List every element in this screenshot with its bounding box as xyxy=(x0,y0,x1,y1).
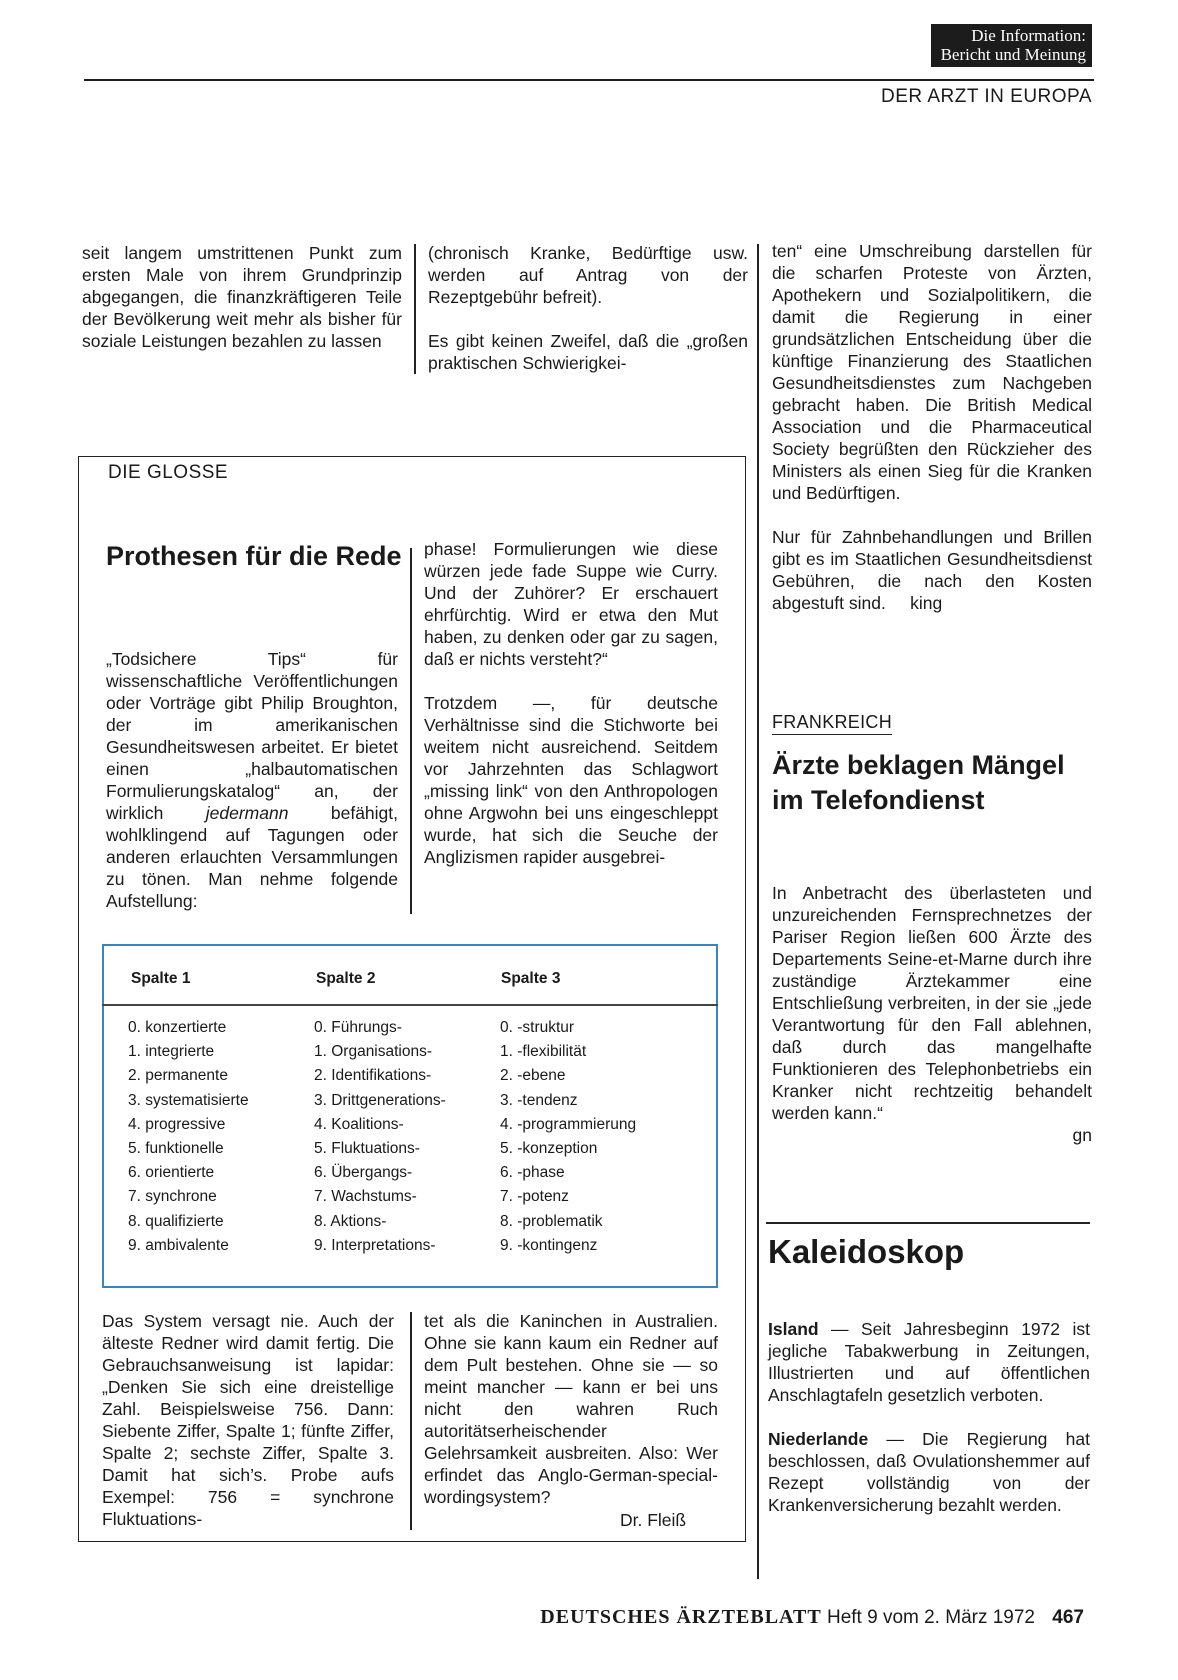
top-article-col2 xyxy=(428,242,748,374)
column-divider xyxy=(410,548,412,914)
header-rule xyxy=(84,79,1094,81)
table-cell: 8. -problematik xyxy=(500,1212,603,1230)
paragraph xyxy=(772,526,1092,614)
kaleidoskop-items xyxy=(768,1318,1090,1516)
badge-line-2: Bericht und Meinung xyxy=(940,45,1086,64)
glosse-intro xyxy=(106,648,398,912)
kaleidoskop-rule xyxy=(766,1222,1090,1224)
table-cell: 4. Koalitions- xyxy=(314,1115,404,1133)
issue-info: Heft 9 vom 2. März 1972 xyxy=(826,1607,1036,1628)
table-cell: 2. Identifikations- xyxy=(314,1067,432,1085)
frankreich-article xyxy=(772,882,1092,1146)
table-cell: 5. funktionelle xyxy=(128,1140,224,1158)
paragraph: In Anbetracht des überlasteten und unzureichenden Fernsprechnetzes der Pariser Region ließen 600 Ärzte des Departements Seine-et-Marne durch ihre zuständige Ärztekammer eine Entschließung verbreiten, in der sie „jede Verantwortung für den Fall ablehnen, daß durch das mangelhafte Funktionieren des Telephonbetriebs ein Kranker nicht rechtzeitig behandelt werden kann.“ xyxy=(772,883,1092,1123)
frankreich-headline: Ärzte beklagen Mängel im Telefondienst xyxy=(772,750,1065,815)
table-cell: 1. -flexibilität xyxy=(500,1043,587,1061)
item-text: — Die Regierung hat beschlossen, daß Ovulationshemmer auf Rezept vollständig von der Krankenversicherung bezahlt werden. xyxy=(768,1429,1090,1515)
publication-name: DEUTSCHES ÄRZTEBLATT xyxy=(540,1606,822,1628)
column-divider xyxy=(410,1312,412,1530)
glosse-bottom-right xyxy=(424,1310,718,1508)
table-cell: 0. -struktur xyxy=(500,1019,575,1036)
badge-line-1: Die Information: xyxy=(971,26,1086,45)
table-header-1: Spalte 1 xyxy=(131,970,191,987)
glosse-bottom-left xyxy=(102,1310,394,1530)
paragraph: Trotzdem —, für deutsche Verhältnisse sind die Stichworte bei weitem nicht ausreichend. Seitdem vor Jahrzehnten das Schlagwort „missing link“ von den Anthropologen ohne Argwohn bei uns eingeschleppt wurde, hat sich die Seuche der Anglizismen rapider ausgebrei- xyxy=(424,693,718,867)
frankreich-kicker: FRANKREICH xyxy=(772,712,892,735)
table-cell: 3. Drittgenerations- xyxy=(314,1091,446,1109)
glosse-kicker: DIE GLOSSE xyxy=(108,462,229,483)
news-item-niederlande xyxy=(768,1428,1090,1516)
item-label: Niederlande xyxy=(768,1429,869,1449)
page-number: 467 xyxy=(1052,1607,1084,1628)
table-cell: 3. -tendenz xyxy=(500,1091,578,1109)
table-column-3 xyxy=(500,1016,700,1258)
table-cell: 9. ambivalente xyxy=(128,1236,229,1254)
table-cell: 1. Organisations- xyxy=(314,1043,433,1061)
table-cell: 8. Aktions- xyxy=(314,1212,387,1230)
table-cell: 9. Interpretations- xyxy=(314,1236,436,1254)
text: Nur für Zahnbehandlungen und Brillen gibt es im Staatlichen Gesundheitsdienst Gebühren, die nach den Kosten abgestuft sind. xyxy=(772,527,1092,613)
text: „Todsichere Tips“ für wissenschaftliche Veröffentlichungen oder Vorträge gibt Philip Broughton, der im amerikanischen Gesundheitswesen arbeitet. Er bietet einen „halbautomatischen Formulierungskatalog“ an, der wirklich xyxy=(106,649,398,823)
glosse-headline: Prothesen für die Rede xyxy=(106,541,402,571)
right-article xyxy=(772,240,1092,614)
paragraph: Es gibt keinen Zweifel, daß die „großen praktischen Schwierigkei- xyxy=(428,331,748,373)
paragraph: Das System versagt nie. Auch der älteste Redner wird damit fertig. Die Gebrauchsanweisung ist lapidar: „Denken Sie sich eine dreistellige Zahl. Beispielsweise 756. Dann: Siebente Ziffer, Spalte 1; fünfte Ziffer, Spalte 2; sechste Ziffer, Spalte 3. Damit hat sich’s. Probe aufs Exempel: 756 = synchrone Fluktuations- xyxy=(102,1311,394,1529)
paragraph: (chronisch Kranke, Bedürftige usw. werden auf Antrag von der Rezeptgebühr befreit). xyxy=(428,243,748,307)
news-item-island xyxy=(768,1318,1090,1406)
table-cell: 9. -kontingenz xyxy=(500,1236,598,1254)
table-cell: 7. Wachstums- xyxy=(314,1188,417,1206)
paragraph xyxy=(106,648,398,912)
paragraph: seit langem umstrittenen Punkt zum ersten Male von ihrem Grundprinzip abgegangen, die finanzkräftigeren Teile der Bevölkerung weit mehr als bisher für soziale Leistungen bezahlen zu lassen xyxy=(82,243,402,351)
table-cell: 6. Übergangs- xyxy=(314,1164,413,1182)
table-cell: 3. systematisierte xyxy=(128,1091,249,1109)
page-footer xyxy=(540,1606,1084,1629)
kaleidoskop-heading: Kaleidoskop xyxy=(768,1233,965,1270)
item-text: — Seit Jahresbeginn 1972 ist jegliche Tabakwerbung in Zeitungen, Illustrierten und auf öffentlichen Anschlagtafeln gesetzlich verboten. xyxy=(768,1319,1090,1405)
table-cell: 4. progressive xyxy=(128,1115,226,1133)
table-cell: 7. synchrone xyxy=(128,1188,217,1206)
text: befähigt, wohlklingend auf Tagungen oder anderen erlauchten Versammlungen zu tönen. Man nehme folgende Aufstellung: xyxy=(106,803,398,911)
table-cell: 5. -konzeption xyxy=(500,1140,598,1158)
table-cell: 2. -ebene xyxy=(500,1067,566,1085)
table-header-2: Spalte 2 xyxy=(316,970,376,987)
table-cell: 6. orientierte xyxy=(128,1164,215,1182)
emphasis: jedermann xyxy=(205,803,289,823)
table-column-1 xyxy=(128,1016,308,1258)
table-cell: 7. -potenz xyxy=(500,1188,569,1206)
glosse-signature: Dr. Fleiß xyxy=(620,1510,687,1530)
paragraph: phase! Formulierungen wie diese würzen jede fade Suppe wie Curry. Und der Zuhörer? Er erschauert ehrfürchtig. Wird er etwa den Mut haben, zu denken oder gar zu sagen, daß er nichts versteht?“ xyxy=(424,539,718,669)
table-cell: 1. integrierte xyxy=(128,1043,215,1061)
table-cell: 6. -phase xyxy=(500,1164,565,1182)
column-divider xyxy=(757,244,759,1579)
table-cell: 4. -programmierung xyxy=(500,1115,637,1133)
table-column-2 xyxy=(314,1016,494,1258)
author-signature: king xyxy=(910,593,943,613)
glosse-right-text xyxy=(424,538,718,868)
item-label: Island xyxy=(768,1319,819,1339)
top-article-col1 xyxy=(82,242,402,352)
author-signature: gn xyxy=(1072,1125,1092,1145)
paragraph: ten“ eine Umschreibung darstellen für die scharfen Proteste von Ärzten, Apothekern und Sozialpolitikern, die damit die Regierung in einer grundsätzlichen Entscheidung über die künftige Finanzierung des Staatlichen Gesundheitsdienstes zum Nachgeben gebracht haben. Die British Medical Association und die Pharmaceutical Society begrüßten den Rückzieher des Ministers als einen Sieg für die Kranken und Bedürftigen. xyxy=(772,241,1092,503)
table-cell: 8. qualifizierte xyxy=(128,1212,224,1230)
section-badge xyxy=(931,24,1092,67)
column-divider xyxy=(414,244,416,374)
table-header-3: Spalte 3 xyxy=(501,970,561,987)
table-rule xyxy=(102,1004,718,1006)
section-title: DER ARZT IN EUROPA xyxy=(881,86,1092,107)
table-cell: 2. permanente xyxy=(128,1067,228,1085)
table-cell: 5. Fluktuations- xyxy=(314,1140,420,1158)
paragraph: tet als die Kaninchen in Australien. Ohne sie kann kaum ein Redner auf dem Pult bestehen. Ohne sie — so meint mancher — kann er bei uns nicht den wahren Ruch autoritätserheischender Gelehrsamkeit ausbreiten. Also: Wer erfindet das Anglo-German-special-wordingsystem? xyxy=(424,1311,718,1507)
table-cell: 0. Führungs- xyxy=(314,1019,402,1036)
table-cell: 0. konzertierte xyxy=(128,1019,227,1036)
